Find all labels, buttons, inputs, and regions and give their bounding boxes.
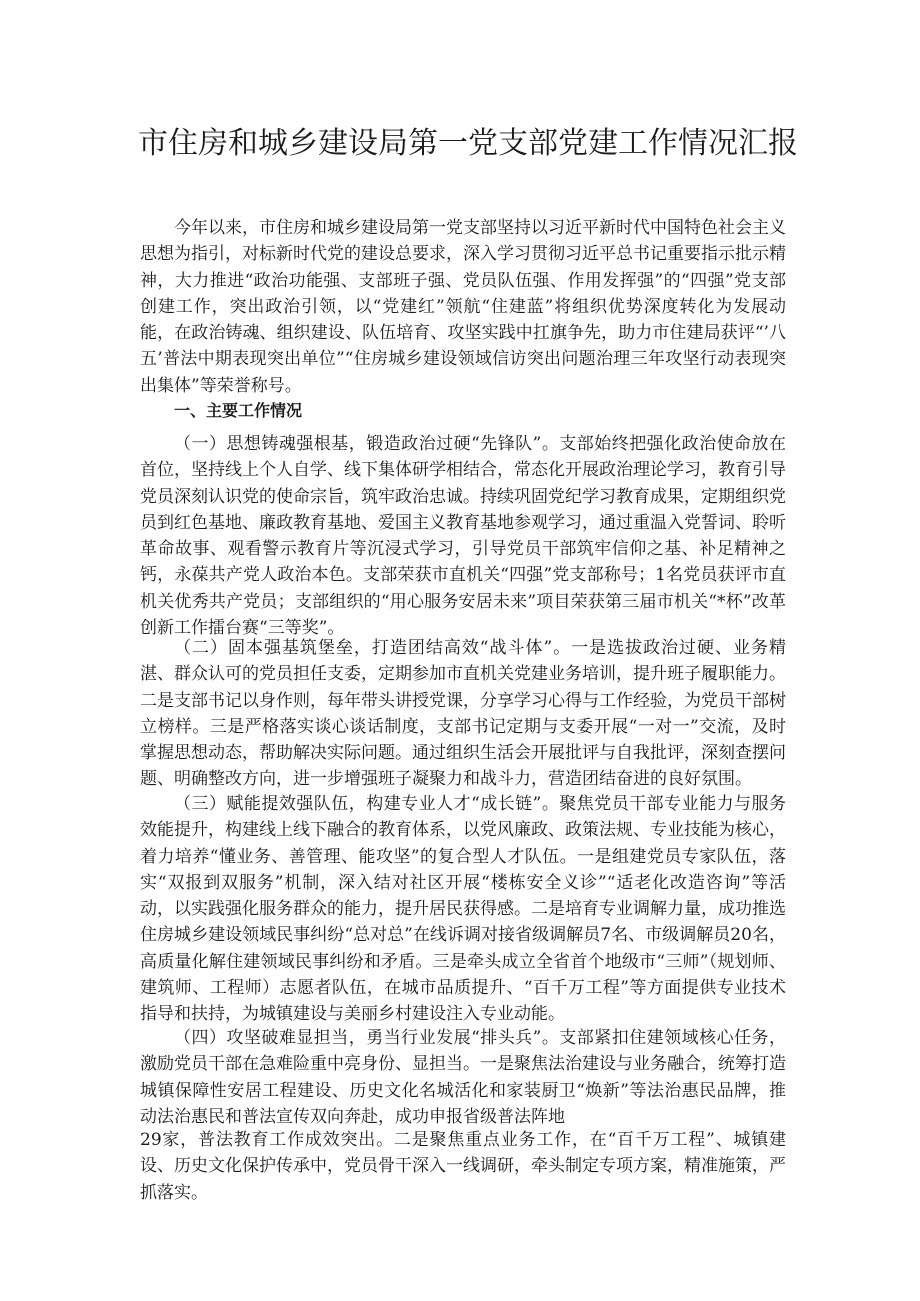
section-heading: 一、主要工作情况 [174,401,303,420]
paragraph-tasks-continued: 29家，普法教育工作成效突出。二是聚焦重点业务工作，在“百千万工程”、城镇建设、历史文化保护传承中，党员骨干深入一线调研，牵头制定专项方案，精准施策，严抓落实。 [140,1130,786,1203]
paragraph-talent: （三）赋能提效强队伍，构建专业人才“成长链”。聚焦党员干部专业能力与服务效能提升，构建线上线下融合的教育体系，以党风廉政、政策法规、专业技能为核心，着力培养“懂业务、善管理、能攻坚”的复合型人才队伍。一是组建党员专家队伍，落实“双报到双服务”机制，深入结对社区开展“楼栋安全义诊”“适老化改造咨询”等活动，以实践强化服务群众的能力，提升居民获得感。二是培育专业调解力量，成功推选住房城乡建设领域民事纠纷“总对总”在线诉调对接省级调解员7名、市级调解员20名，高质量化解住建领域民事纠纷和矛盾。三是牵头成立全省首个地级市“三师”（规划师、建筑师、工程师）志愿者队伍，在城市品质提升、“百千万工程”等方面提供专业技术指导和扶持，为城镇建设与美丽乡村建设注入专业动能。 [140,794,786,1025]
paragraph-organization: （二）固本强基筑堡垒，打造团结高效“战斗体”。一是选拔政治过硬、业务精湛、群众认可的党员担任支委，定期参加市直机关党建业务培训，提升班子履职能力。二是支部书记以身作则，每年带头讲授党课，分享学习心得与工作经验，为党员干部树立榜样。三是严格落实谈心谈话制度，支部书记定期与支委开展“一对一”交流，及时掌握思想动态，帮助解决实际问题。通过组织生活会开展批评与自我批评，深刻查摆问题、明确整改方向，进一步增强班子凝聚力和战斗力，营造团结奋进的良好氛围。 [140,638,786,790]
paragraph-tasks: （四）攻坚破难显担当，勇当行业发展“排头兵”。支部紧扣住建领域核心任务，激励党员干部在急难险重中亮身份、显担当。一是聚焦法治建设与业务融合，统筹打造城镇保障性安居工程建设、历史文化名城活化和家装厨卫“焕新”等法治惠民品牌，推动法治惠民和普法宣传双向奔赴，成功申报省级普法阵地 [140,1028,786,1127]
intro-paragraph: 今年以来，市住房和城乡建设局第一党支部坚持以习近平新时代中国特色社会主义思想为指引，对标新时代党的建设总要求，深入学习贯彻习近平总书记重要指示批示精神，大力推进“政治功能强、支部班子强、党员队伍强、作用发挥强”的“四强”党支部创建工作，突出政治引领，以“党建红”领航“住建蓝”将组织优势深度转化为发展动能，在政治铸魂、组织建设、队伍培育、攻坚实践中扛旗争先，助力市住建局获评“’八五’普法中期表现突出单位”“住房城乡建设领域信访突出问题治理三年攻坚行动表现突出集体”等荣誉称号。 [140,218,786,396]
document-title: 市住房和城乡建设局第一党支部党建工作情况汇报 [138,126,798,161]
paragraph-ideology: （一）思想铸魂强根基，锻造政治过硬“先锋队”。支部始终把强化政治使命放在首位，坚持线上个人自学、线下集体研学相结合，常态化开展政治理论学习，教育引导党员深刻认识党的使命宗旨，筑牢政治忠诚。持续巩固党纪学习教育成果，定期组织党员到红色基地、廉政教育基地、爱国主义教育基地参观学习，通过重温入党誓词、聆听革命故事、观看警示教育片等沉浸式学习，引导党员干部筑牢信仰之基、补足精神之钙，永葆共产党人政治本色。支部荣获市直机关“四强”党支部称号；1名党员获评市直机关优秀共产党员；支部组织的“用心服务安居未来”项目荣获第三届市机关“*杯”改革创新工作擂台赛“三等奖”。 [140,434,786,639]
